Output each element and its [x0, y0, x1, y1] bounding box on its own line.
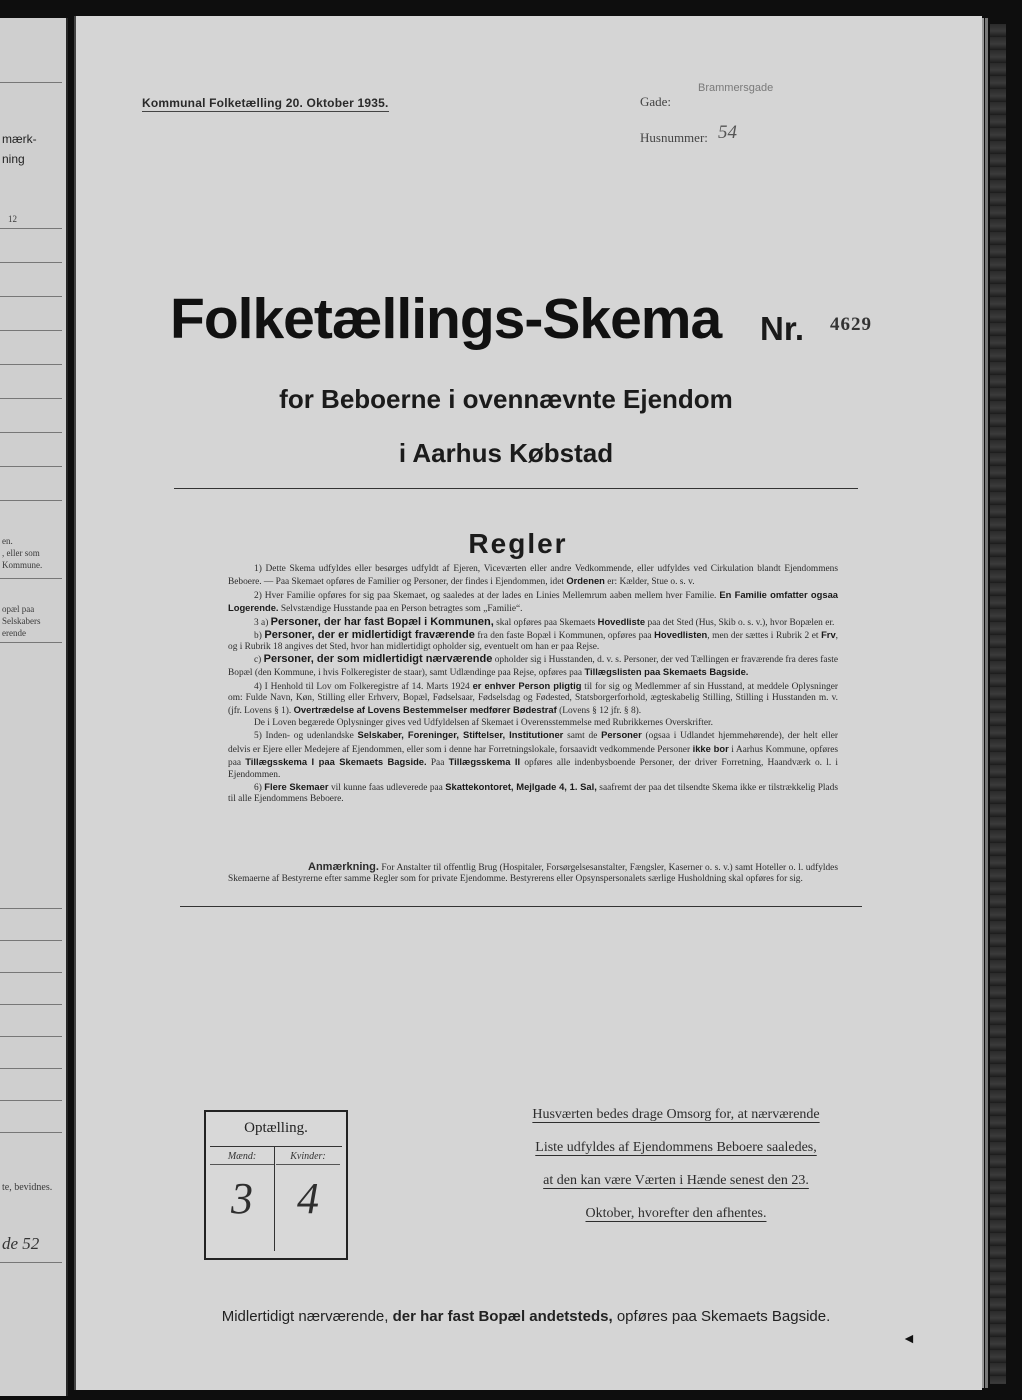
- left-fragment: te, bevidnes.: [2, 1182, 53, 1193]
- left-facing-page: [0, 18, 68, 1396]
- left-fragment: Kommune.: [2, 560, 43, 570]
- ruled-line: [0, 432, 62, 433]
- rules-text: [228, 564, 838, 806]
- ruled-line: [0, 296, 62, 297]
- ink-mark-icon: ◄: [902, 1332, 916, 1347]
- ruled-line: [0, 1036, 62, 1037]
- count-box: [204, 1110, 348, 1260]
- remark-text: For Anstalter til offentlig Brug (Hospitaler, Forsørgelsesanstalter, Fængsler, Kaserner o. s. v.) samt Hoteller o. l. udfyldes Skemaerne af Bestyrerne efter samme Regler som for private Ejendomme. Bestyrerens eller Opsynspersonalets særlige Husholdning skal opføres for sig.: [228, 863, 838, 885]
- remark-label: Anmærkning.: [308, 861, 379, 873]
- ruled-line: [0, 82, 62, 83]
- house-number-value: 54: [718, 122, 737, 143]
- ruled-line: [0, 972, 62, 973]
- left-fragment: Selskabers: [2, 616, 41, 626]
- ruled-line: [0, 1100, 62, 1101]
- left-fragment: en.: [2, 536, 13, 546]
- census-date-line: Kommunal Folketælling 20. Oktober 1935.: [142, 96, 389, 110]
- ruled-line: [0, 228, 62, 229]
- left-fragment: erende: [2, 628, 26, 638]
- ruled-line: [0, 398, 62, 399]
- rule-3a: 3 a) Personer, der har fast Bopæl i Kommunen, skal opføres paa Skemaets Hovedliste paa det Sted (Hus, Skib o. s. v.), hvor Bopælen er.: [254, 615, 835, 628]
- left-fragment: de 52: [2, 1234, 40, 1253]
- form-title: Folketællings-Skema: [170, 287, 722, 351]
- rule-3b: b) Personer, der er midlertidigt fraværende fra den faste Bopæl i Kommunen, opføres paa Hovedlisten, men der sættes i Rubrik 2 et Frv, og i Rubrik 18 angives det Sted, hvor han midlertidigt opholder sig, eventuelt om han er paa Rejse.: [228, 629, 839, 653]
- street-label: Gade:: [640, 94, 672, 109]
- footer-note: Midlertidigt nærværende, der har fast Bopæl andetsteds, opføres paa Skemaets Bagside.: [221, 1308, 831, 1325]
- women-column: [276, 1147, 340, 1251]
- women-count: 4: [297, 1174, 319, 1223]
- left-fragment: , eller som: [2, 548, 40, 558]
- rule-4: 4) I Henhold til Lov om Folkeregistre af 14. Marts 1924 er enhver Person pligtig til for sig og Medlemmer af sin Husstand, at meddele Oplysninger om: Fulde Navn, Køn, Stilling eller Erhverv, Bopæl, Fødselsaar, Fødselsdag og Fødested, Statsborgerforhold, ægteskabelig Stilling, Stilling i Husstanden m. v. (jfr. Lovens § 1). Overtrædelse af Lovens Bestemmelser medfører Bødestraf (Lovens § 12 jfr. § 8).: [228, 679, 838, 717]
- street-value: Brammersgade: [698, 82, 774, 94]
- rule-5: 5) Inden- og udenlandske Selskaber, Foreninger, Stiftelser, Institutioner samt de Personer (ogsaa i Udlandet hjemmehørende), der helt eller delvis er Ejere eller Medejere af Ejendommen, eller som i denne har Forretningslokale, forsaavidt vedkommende Personer ikke bor i Aarhus Kommune, opføres paa Tillægsskema I paa Skemaets Bagside. Paa Tillægsskema II opføres alle indenbysboende Personer, der driver Forretning, Haandværk o. l. i Ejendommen.: [228, 729, 839, 780]
- binding-spine: [990, 24, 1006, 1384]
- form-subtitle: for Beboerne i ovennævnte Ejendom: [279, 384, 733, 414]
- left-fragment: mærk-: [2, 132, 37, 146]
- landlord-instructions: [506, 1098, 846, 1230]
- ruled-line: [0, 466, 62, 467]
- ruled-line: [0, 642, 62, 643]
- men-label: Mænd:: [210, 1151, 274, 1165]
- rule-4-note: De i Loven begærede Oplysninger gives ved Udfyldelsen af Skemaet i Overensstemmelse med Rubrikkernes Overskrifter.: [254, 717, 713, 728]
- men-column: [210, 1147, 275, 1251]
- rule-6: 6) Flere Skemaer vil kunne faas udleverede paa Skattekontoret, Mejlgade 4, 1. Sal, saafremt der paa det tilsendte Skema ikke er tilstrækkelig Plads til alle Ejendommens Beboere.: [228, 780, 839, 805]
- left-fragment: opæl paa: [2, 604, 35, 614]
- ruled-line: [0, 330, 62, 331]
- left-fragment: ning: [2, 152, 25, 166]
- rule-3c: c) Personer, der som midlertidigt nærværende opholder sig i Husstanden, d. v. s. Personer, der ved Tællingen er fraværende fra deres faste Bopæl (den Kommune, i hvis Folkeregister de staar), samt Udlændinge paa Rejse, opføres paa Tillægslisten paa Skemaets Bagside.: [228, 652, 839, 679]
- ruled-line: [0, 1132, 62, 1133]
- ruled-line: [0, 1004, 62, 1005]
- census-form-page: [74, 16, 982, 1390]
- men-count: 3: [231, 1174, 253, 1223]
- ruled-line: [0, 1262, 62, 1263]
- remark-block: [228, 862, 838, 886]
- women-label: Kvinder:: [276, 1151, 340, 1165]
- page-edge: [985, 18, 988, 1388]
- instruction-line: Liste udfyldes af Ejendommens Beboere saaledes,: [535, 1140, 817, 1155]
- instruction-line: at den kan være Værten i Hænde senest den 23.: [543, 1173, 809, 1188]
- form-number-value: 4629: [830, 314, 872, 335]
- instruction-line: Oktober, hvorefter den afhentes.: [585, 1206, 767, 1221]
- ruled-line: [0, 500, 62, 501]
- ruled-line: [0, 364, 62, 365]
- rule-2: 2) Hver Familie opføres for sig paa Skemaet, og saaledes at der lades en Linies Mellemrum aaben mellem hver Familie. En Familie omfatter ogsaa Logerende. Selvstændige Husstande paa en Person betragtes som „Familie“.: [228, 588, 838, 615]
- ruled-line: [0, 578, 62, 579]
- left-fragment: 12: [8, 214, 17, 224]
- count-columns: [210, 1146, 342, 1251]
- divider: [180, 906, 862, 907]
- rule-1: 1) Dette Skema udfyldes eller besørges udfyldt af Ejeren, Viceværten eller andre Vedkommende, eller udfyldes ved Cirkulation blandt Ejendommens Beboere. — Paa Skemaet opføres de Familier og Personer, der findes i Ejendommen, idet Ordenen er: Kælder, Stue o. s. v.: [228, 564, 838, 588]
- rules-heading: Regler: [468, 528, 568, 559]
- ruled-line: [0, 1068, 62, 1069]
- ruled-line: [0, 908, 62, 909]
- form-location: i Aarhus Købstad: [398, 438, 614, 468]
- ruled-line: [0, 940, 62, 941]
- form-number-label: Nr.: [760, 310, 805, 347]
- house-number-label: Husnummer:: [640, 130, 708, 145]
- divider: [174, 488, 858, 489]
- instruction-line: Husværten bedes drage Omsorg for, at nærværende: [532, 1107, 820, 1122]
- ruled-line: [0, 262, 62, 263]
- count-title: Optælling.: [244, 1120, 308, 1136]
